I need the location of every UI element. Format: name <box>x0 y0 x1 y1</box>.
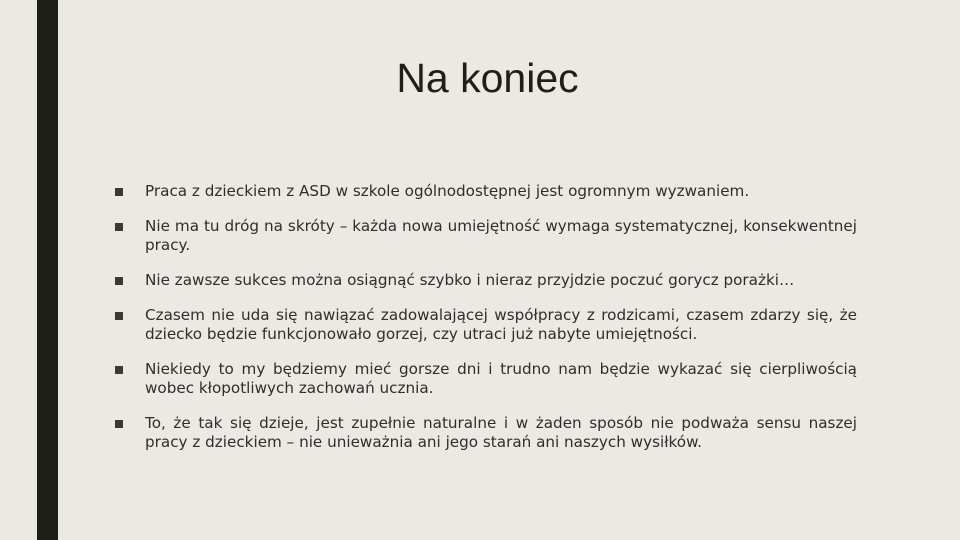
square-bullet-icon <box>115 277 123 285</box>
bullet-text: Nie ma tu dróg na skróty – każda nowa umiejętność wymaga systematycznej, konsekwentnej pracy. <box>145 217 857 254</box>
bullet-item <box>112 217 857 255</box>
bullet-text: To, że tak się dzieje, jest zupełnie naturalne i w żaden sposób nie podważa sensu naszej pracy z dzieckiem – nie unieważnia ani jego starań ani naszych wysiłków. <box>145 414 857 451</box>
square-bullet-icon <box>115 366 123 374</box>
square-bullet-icon <box>115 312 123 320</box>
bullet-list <box>112 182 857 468</box>
bullet-item <box>112 182 857 201</box>
square-bullet-icon <box>115 420 123 428</box>
square-bullet-icon <box>115 188 123 196</box>
bullet-text: Czasem nie uda się nawiązać zadowalającej współpracy z rodzicami, czasem zdarzy się, że dziecko będzie funkcjonowało gorzej, czy utraci już nabyte umiejętności. <box>145 306 857 343</box>
slide-title: Na koniec <box>396 55 579 101</box>
bullet-item <box>112 271 857 290</box>
bullet-item <box>112 360 857 398</box>
bullet-item <box>112 414 857 452</box>
bullet-item <box>112 306 857 344</box>
square-bullet-icon <box>115 223 123 231</box>
bullet-text: Niekiedy to my będziemy mieć gorsze dni i trudno nam będzie wykazać się cierpliwością wobec kłopotliwych zachowań ucznia. <box>145 360 857 397</box>
bullet-text: Praca z dzieckiem z ASD w szkole ogólnodostępnej jest ogromnym wyzwaniem. <box>145 182 750 200</box>
bullet-text: Nie zawsze sukces można osiągnąć szybko i nieraz przyjdzie poczuć gorycz porażki… <box>145 271 795 289</box>
